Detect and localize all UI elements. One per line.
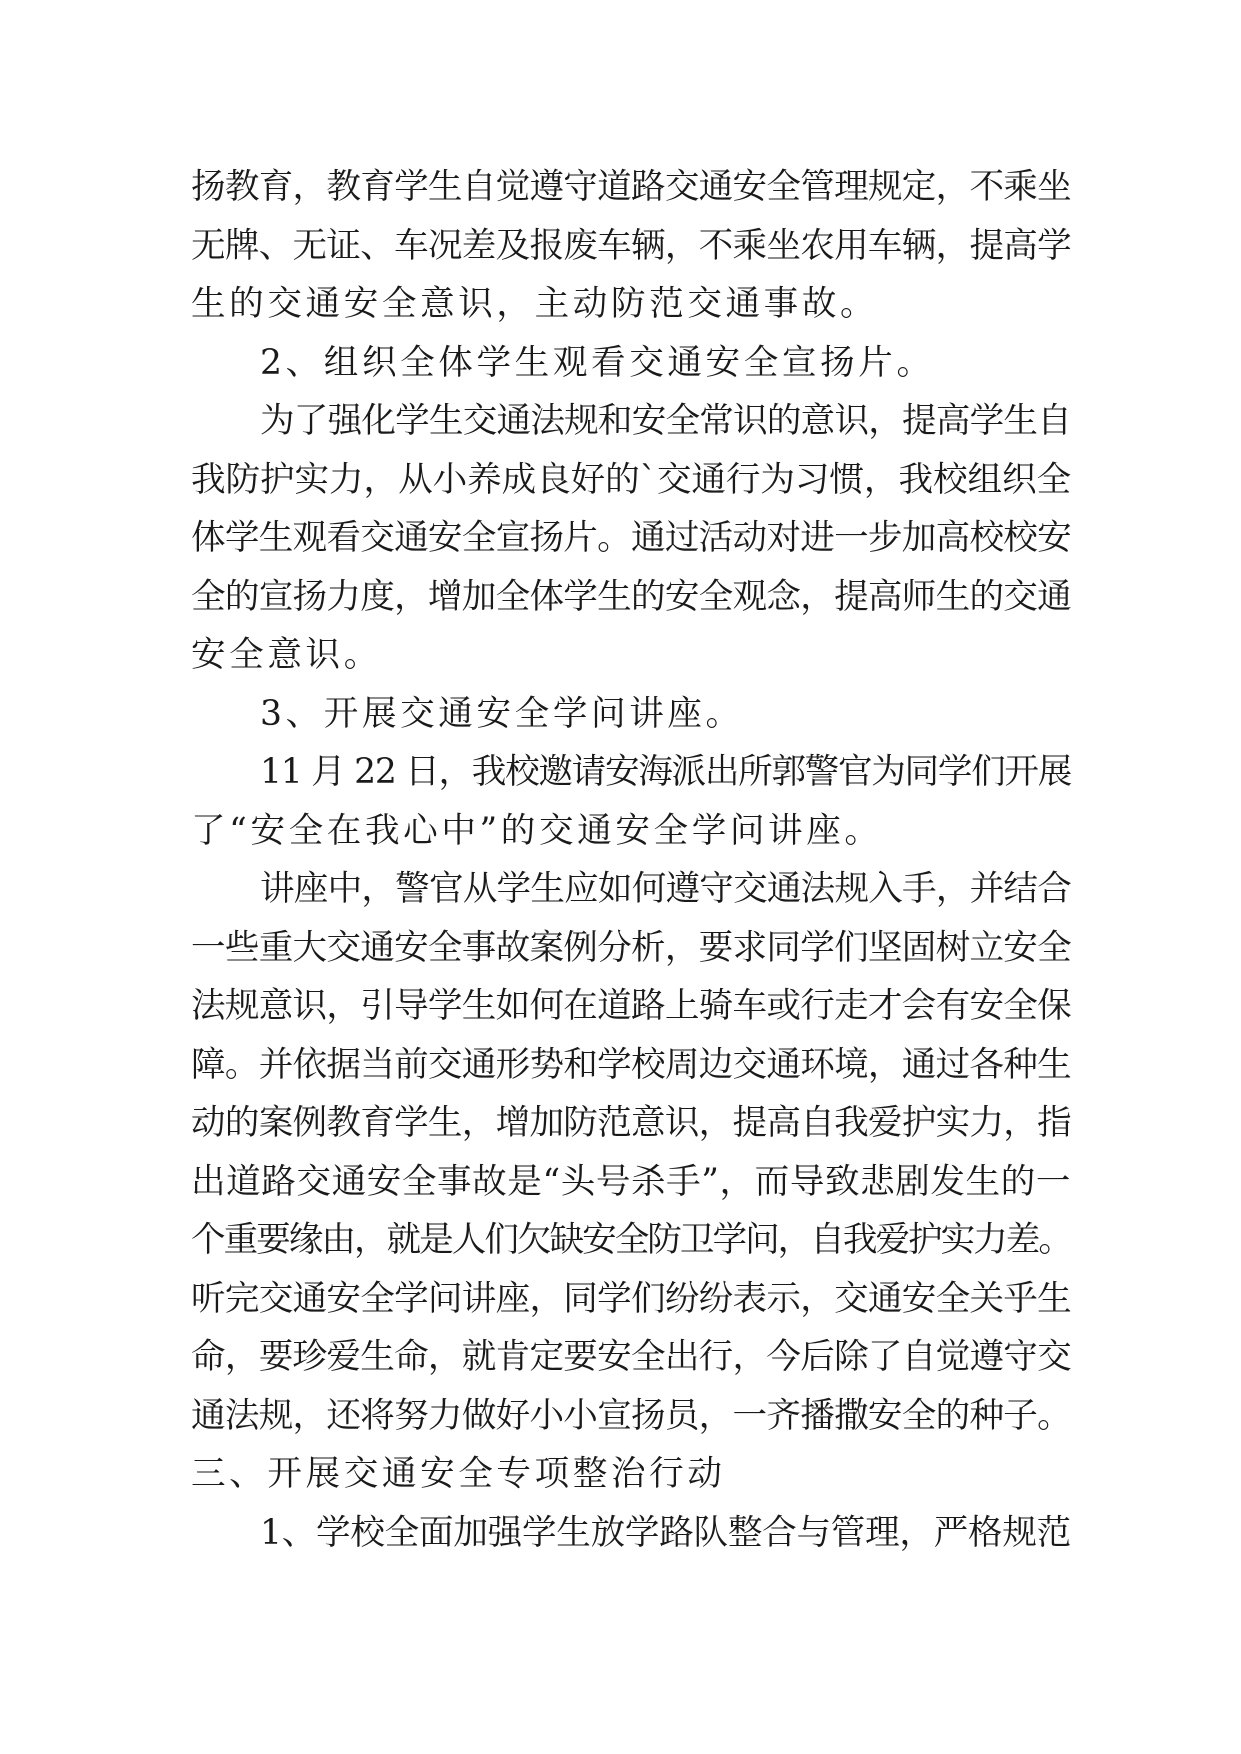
text-line: 1、学校全面加强学生放学路队整合与管理，严格规范 [260,1512,1071,1553]
text-line: 11 月 22 日，我校邀请安海派出所郭警官为同学们开展 [260,752,1071,792]
document-body [191,158,1071,1562]
text-line: 法规意识，引导学生如何在道路上骑车或行走才会有安全保 [191,986,1071,1026]
text-line: 障。并依据当前交通形势和学校周边交通环境，通过各种生 [191,1044,1071,1085]
text-line: 出道路交通安全事故是“头号杀手”，而导致悲剧发生的一 [191,1161,1071,1202]
text-line: 体学生观看交通安全宣扬片。通过活动对进一步加高校校安 [191,518,1071,558]
text-line: 了“安全在我心中”的交通安全学问讲座。 [191,810,883,851]
text-line: 我防护实力，从小养成良好的`交通行为习惯，我校组织全 [191,459,1071,500]
text-line: 个重要缘由，就是人们欠缺安全防卫学问，自我爱护实力差。 [191,1220,1071,1260]
text-line: 扬教育，教育学生自觉遵守道路交通安全管理规定，不乘坐 [191,167,1071,207]
text-line: 为了强化学生交通法规和安全常识的意识，提高学生自 [260,401,1071,441]
text-line: 2、组织全体学生观看交通安全宣扬片。 [260,342,935,383]
text-line: 安全意识。 [191,635,382,675]
text-line: 命，要珍爱生命，就肯定要安全出行，今后除了自觉遵守交 [191,1337,1071,1377]
text-line: 一些重大交通安全事故案例分析，要求同学们坚固树立安全 [191,927,1071,968]
text-line: 通法规，还将努力做好小小宣扬员，一齐播撒安全的种子。 [191,1395,1071,1436]
text-line: 三、开展交通安全专项整治行动 [191,1454,726,1494]
text-line: 动的案例教育学生，增加防范意识，提高自我爱护实力，指 [191,1103,1071,1143]
text-line: 生的交通安全意识，主动防范交通事故。 [191,284,879,324]
text-line: 听完交通安全学问讲座，同学们纷纷表示，交通安全关乎生 [191,1278,1071,1319]
text-line: 全的宣扬力度，增加全体学生的安全观念，提高师生的交通 [191,576,1071,617]
text-line: 讲座中，警官从学生应如何遵守交通法规入手，并结合 [260,869,1071,909]
text-line: 无牌、无证、车况差及报废车辆，不乘坐农用车辆，提高学 [191,225,1071,266]
text-line: 3、开展交通安全学问讲座。 [260,693,744,734]
